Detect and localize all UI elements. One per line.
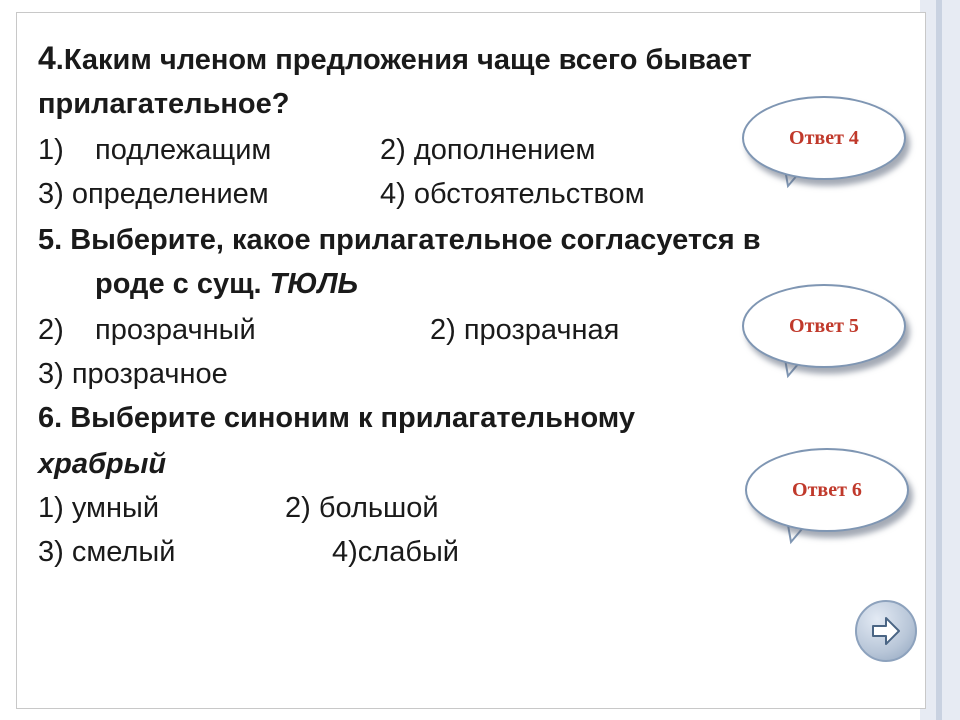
answer-4-label: Ответ 4 xyxy=(789,126,859,149)
q4-option-3: 3) определением xyxy=(38,178,269,210)
side-decor-stripe xyxy=(936,0,942,720)
q6-option-1: 1) умный xyxy=(38,492,160,524)
q4-option-1-text: подлежащим xyxy=(95,134,272,166)
q6-option-2: 2) большой xyxy=(285,492,439,524)
question-5-title-line2: роде с сущ. ТЮЛЬ xyxy=(95,268,359,300)
answer-6-button[interactable] xyxy=(745,448,909,532)
question-6-title-line2: храбрый xyxy=(38,448,167,480)
question-5-title-line1: 5. Выберите, какое прилагательное согласуется в xyxy=(38,224,761,256)
q4-option-1-number: 1) xyxy=(38,134,64,166)
question-5-noun: ТЮЛЬ xyxy=(269,268,359,300)
answer-5-label: Ответ 5 xyxy=(789,314,859,337)
q5-option-1-text: прозрачный xyxy=(95,314,256,346)
q5-option-3: 3) прозрачное xyxy=(38,358,228,390)
question-4-title-line2: прилагательное? xyxy=(38,88,290,120)
q6-option-4: 4)слабый xyxy=(332,536,459,568)
q5-option-1-number: 2) xyxy=(38,314,64,346)
q6-option-3: 3) смелый xyxy=(38,536,176,568)
question-4-number: 4 xyxy=(38,40,56,76)
next-slide-button[interactable] xyxy=(855,600,917,662)
question-6-title-line1: 6. Выберите синоним к прилагательному xyxy=(38,402,635,434)
answer-4-button[interactable] xyxy=(742,96,906,180)
arrow-right-icon xyxy=(868,613,904,649)
q4-option-4: 4) обстоятельством xyxy=(380,178,645,210)
question-4-title-line1: 4.Каким членом предложения чаще всего бывает xyxy=(38,40,752,76)
answer-5-button[interactable] xyxy=(742,284,906,368)
q5-option-2: 2) прозрачная xyxy=(430,314,620,346)
answer-6-label: Ответ 6 xyxy=(792,478,862,501)
q4-option-2: 2) дополнением xyxy=(380,134,596,166)
